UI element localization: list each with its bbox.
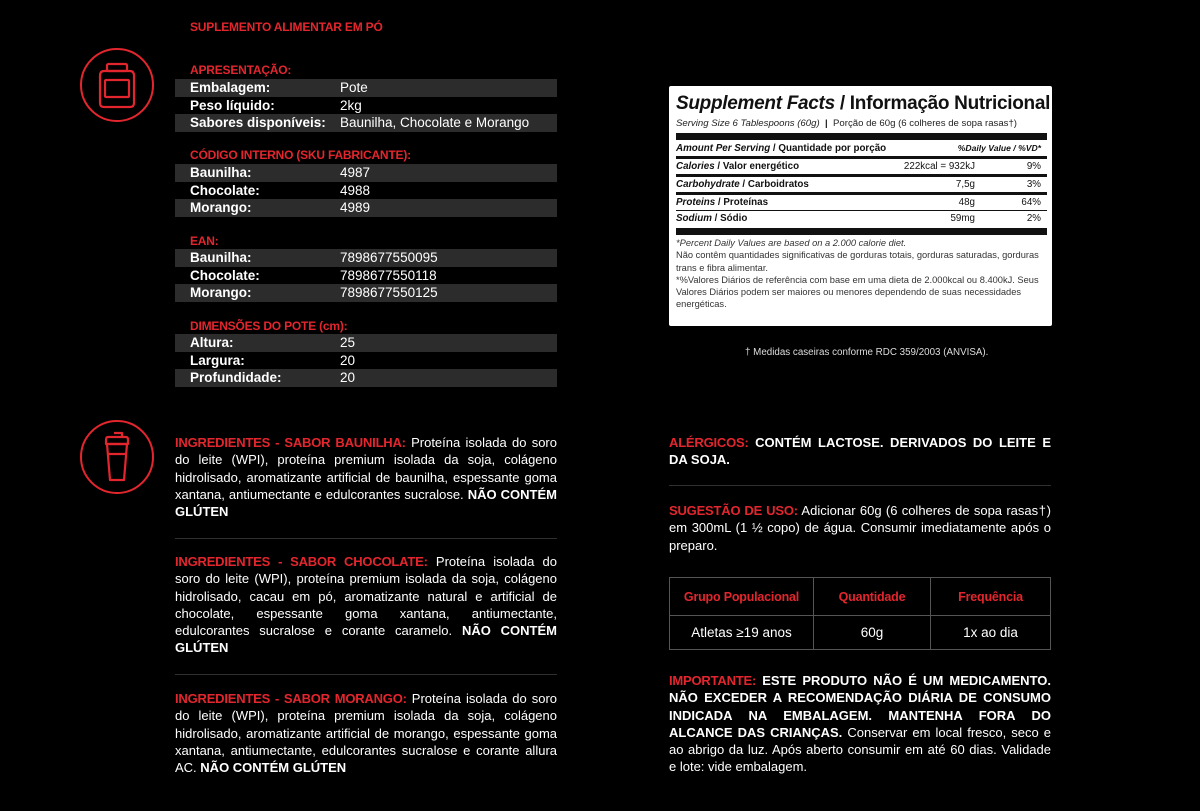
footnote: † Medidas caseiras conforme RDC 359/2003 (ANVISA).	[745, 347, 989, 358]
dimensions-heading: DIMENSÕES DO POTE (cm):	[190, 319, 348, 333]
spec-row	[175, 249, 557, 267]
spec-key: Altura:	[190, 335, 234, 351]
nutrient-en: Calories	[676, 161, 715, 172]
ingredients-strawberry	[175, 690, 557, 776]
spec-key: Profundidade:	[190, 370, 282, 386]
usage-header: Frequência	[931, 578, 1051, 616]
ean-table	[175, 249, 557, 302]
spec-row	[175, 79, 557, 97]
facts-note-2: Não contêm quantidades significativas de gorduras totais, gorduras saturadas, gorduras trans e fibra alimentar.	[676, 250, 1039, 273]
spec-value: 20	[340, 352, 356, 368]
usage-header: Grupo Populacional	[670, 578, 814, 616]
ingredients-vanilla	[175, 434, 557, 520]
usage-table	[669, 577, 1051, 650]
spec-value: Baunilha, Chocolate e Morango	[340, 115, 530, 131]
spec-value: 20	[340, 370, 356, 386]
presentation-heading: APRESENTAÇÃO:	[190, 63, 292, 77]
spec-value: 25	[340, 335, 356, 351]
important-bold: ESTE PRODUTO NÃO É UM MEDICAMENTO. NÃO EXCEDER A RECOMENDAÇÃO DIÁRIA DE CONSUMO INDICADA NA EMBALAGEM. MANTENHA FORA DO ALCANCE DAS CRIANÇAS.	[669, 673, 1051, 740]
spec-value: 7898677550095	[340, 250, 438, 266]
nutrient-amount: 59mg	[950, 213, 975, 224]
spec-row	[175, 334, 557, 352]
spec-row	[175, 369, 557, 387]
facts-row	[676, 195, 1047, 210]
usage-text: Adicionar 60g (6 colheres de sopa rasas†) em 300mL (1 ½ copo) de água. Consumir imediatamente após o preparo.	[669, 503, 1051, 553]
spec-row	[175, 267, 557, 285]
spec-row	[175, 97, 557, 115]
nutrient-dv: 64%	[1021, 197, 1041, 208]
facts-row	[676, 159, 1047, 174]
nutrient-pt: / Sódio	[711, 213, 748, 224]
allergens-text: CONTÉM LACTOSE. DERIVADOS DO LEITE E DA SOJA.	[669, 435, 1051, 468]
allergens	[669, 434, 1051, 469]
nutrient-dv: 3%	[1026, 179, 1041, 190]
ean-heading: EAN:	[190, 234, 219, 248]
usage-suggestion	[669, 502, 1051, 554]
gluten-free-notice: NÃO CONTÉM GLÚTEN	[175, 623, 557, 656]
facts-serving: Serving Size 6 Tablespoons (60g) | Porção de 60g (6 colheres de sopa rasas†)	[676, 118, 1018, 129]
spec-key: Chocolate:	[190, 182, 260, 198]
facts-header-row	[676, 140, 1047, 156]
supplement-jar-icon	[80, 48, 154, 122]
ingredients-label: INGREDIENTES - SABOR BAUNILHA:	[175, 435, 406, 450]
spec-value: 7898677550125	[340, 285, 438, 301]
important-notice	[669, 672, 1051, 776]
divider	[175, 674, 557, 675]
presentation-table	[175, 79, 557, 132]
divider-thick	[676, 228, 1047, 235]
spec-key: Chocolate:	[190, 267, 260, 283]
usage-header: Quantidade	[814, 578, 931, 616]
ingredients-text: Proteína isolada do soro do leite (WPI), proteína premium isolada da soja, colágeno hidrolisado, aromatizante artificial de baunilha, espessante goma xantana, antiumectante e edulcorantes sucralose.	[175, 435, 557, 502]
spec-value: 4989	[340, 200, 371, 216]
divider	[669, 485, 1051, 486]
spec-row	[175, 164, 557, 182]
ingredients-text: Proteína isolada do soro do leite (WPI), proteína premium isolada da soja, colágeno hidrolisado, aromatizante artificial de morango, espessante goma xantana, antiumectante, edulcorantes sucralose e corante allura AC.	[175, 691, 557, 776]
ingredients-chocolate	[175, 553, 557, 657]
sku-heading: CÓDIGO INTERNO (SKU FABRICANTE):	[190, 148, 411, 162]
allergens-label: ALÉRGICOS:	[669, 435, 749, 450]
nutrient-en: Carbohydrate	[676, 179, 740, 190]
shaker-bottle-icon	[80, 420, 154, 494]
spec-row	[175, 284, 557, 302]
usage-cell: Atletas ≥19 anos	[670, 616, 814, 650]
ingredients-label: INGREDIENTES - SABOR MORANGO:	[175, 691, 407, 706]
spec-key: Largura:	[190, 352, 245, 368]
nutrient-amount: 7,5g	[955, 179, 975, 190]
header-dv: %Daily Value / %VD*	[957, 143, 1041, 153]
nutrient-dv: 2%	[1026, 213, 1041, 224]
facts-title-sep: /	[834, 93, 850, 114]
nutrient-en: Sodium	[676, 213, 712, 224]
spec-key: Peso líquido:	[190, 97, 275, 113]
nutrient-amount: 222kcal = 932kJ	[903, 161, 975, 172]
ingredients-label: INGREDIENTES - SABOR CHOCOLATE:	[175, 554, 428, 569]
spec-key: Baunilha:	[190, 250, 252, 266]
usage-label: SUGESTÃO DE USO:	[669, 503, 798, 518]
nutrient-pt: / Valor energético	[714, 161, 800, 172]
dimensions-table	[175, 334, 557, 387]
facts-notes	[676, 235, 1047, 311]
ingredients-text: Proteína isolada do soro do leite (WPI), proteína premium isolada da soja, colágeno hidrolisado, cacau em pó, aromatizante natural e artificial de chocolate, espessante goma xantana, antiumectante, edulcorantes sucralose e corante caramelo.	[175, 554, 558, 639]
spec-value: 4987	[340, 165, 371, 181]
nutrient-pt: / Carboidratos	[739, 179, 809, 190]
spec-key: Morango:	[190, 285, 252, 301]
header-amount-pt: / Quantidade por porção	[770, 142, 887, 154]
spec-value: Pote	[340, 80, 368, 96]
header-amount: Amount Per Serving	[676, 142, 771, 154]
spec-key: Embalagem:	[190, 80, 271, 96]
spec-key: Baunilha:	[190, 165, 252, 181]
spec-value: 7898677550118	[340, 267, 437, 283]
facts-title-pt: Informação Nutricional	[849, 93, 1051, 114]
serving-en: Serving Size 6 Tablespoons (60g)	[676, 118, 820, 129]
usage-cell: 60g	[814, 616, 931, 650]
spec-value: 4988	[340, 182, 371, 198]
facts-row	[676, 211, 1047, 226]
spec-row	[175, 352, 557, 370]
gluten-free-notice: NÃO CONTÉM GLÚTEN	[175, 486, 557, 520]
spec-row	[175, 114, 557, 132]
spec-value: 2kg	[340, 97, 362, 113]
divider	[175, 538, 557, 539]
gluten-free-notice: NÃO CONTÉM GLÚTEN	[200, 760, 347, 776]
spec-row	[175, 199, 557, 217]
important-text: Conservar em local fresco, seco e ao abrigo da luz. Após aberto consumir em até 60 dias. Validade e lote: vide embalagem.	[669, 724, 1052, 775]
sku-table	[175, 164, 557, 217]
facts-note-3: *%Valores Diários de referência com base em uma dieta de 2.000kcal ou 8.400kJ. Seus Valores Diários podem ser maiores ou menores dependendo de suas necessidades energéticas.	[676, 274, 1039, 310]
facts-row	[676, 177, 1047, 192]
nutrient-amount: 48g	[958, 197, 975, 208]
divider-thick	[676, 133, 1047, 140]
document-title: SUPLEMENTO ALIMENTAR EM PÓ	[190, 20, 383, 34]
important-label: IMPORTANTE:	[669, 673, 757, 688]
facts-title-en: Supplement Facts	[676, 93, 835, 114]
nutrient-en: Proteins	[676, 197, 716, 208]
serving-pt: Porção de 60g (6 colheres de sopa rasas†)	[833, 118, 1018, 129]
facts-title	[676, 93, 1051, 115]
supplement-facts-panel	[669, 86, 1052, 326]
spec-row	[175, 182, 557, 200]
facts-note-1: *Percent Daily Values are based on a 2.000 calorie diet.	[676, 238, 907, 248]
nutrient-dv: 9%	[1026, 161, 1041, 172]
spec-key: Sabores disponíveis:	[190, 115, 326, 131]
usage-cell: 1x ao dia	[931, 616, 1051, 650]
nutrient-pt: / Proteínas	[715, 197, 769, 208]
spec-key: Morango:	[190, 200, 252, 216]
